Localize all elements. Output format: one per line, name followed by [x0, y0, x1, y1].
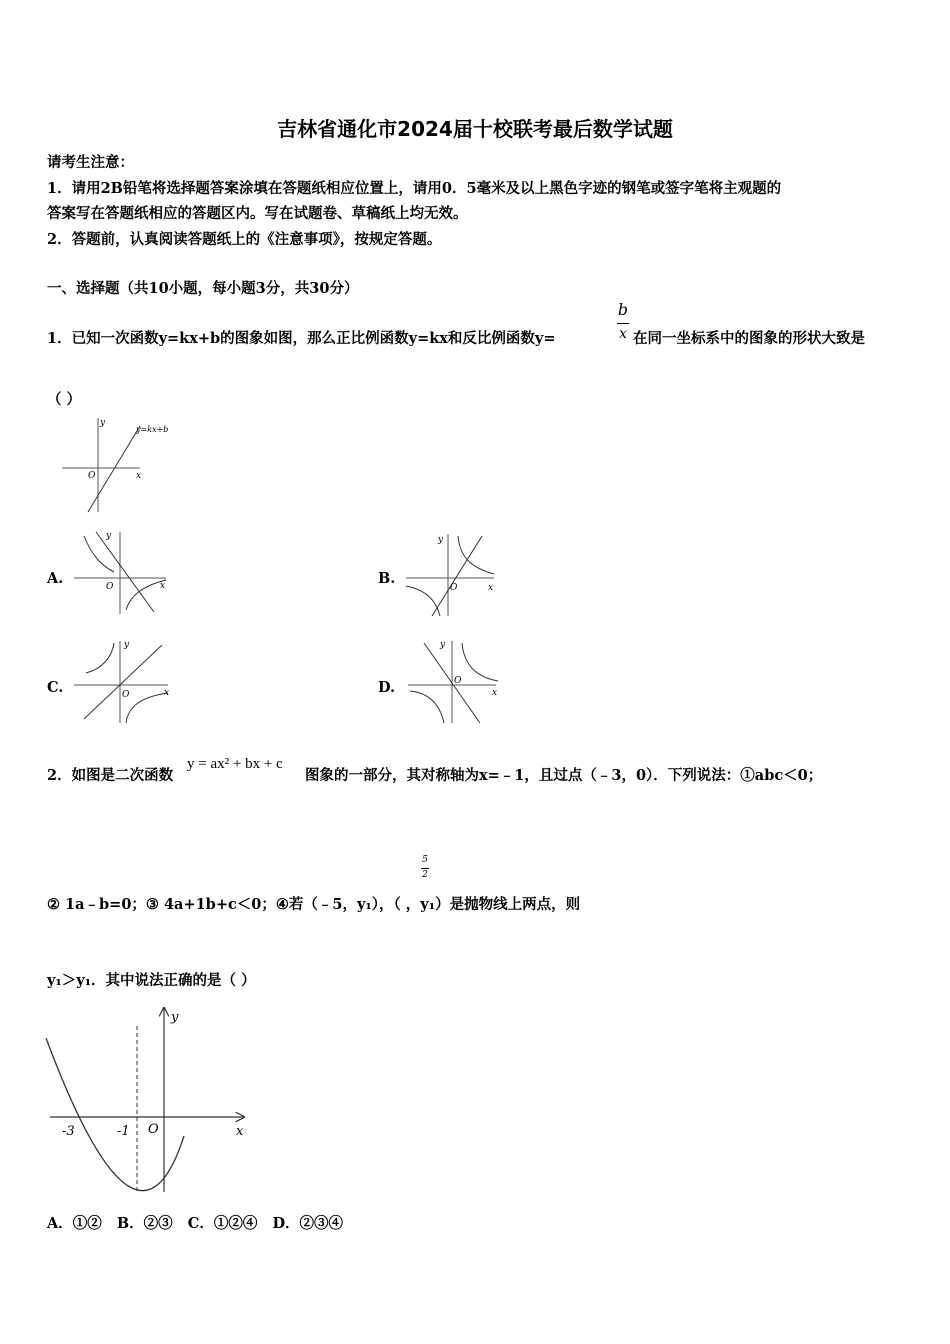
option-b-label[interactable]: B. — [378, 570, 396, 587]
option-a-label[interactable]: A. — [47, 570, 64, 587]
label-neg1: -1 — [117, 1124, 130, 1139]
graph-equation-label: y=kx+b — [136, 425, 169, 434]
q1-fraction-bar — [617, 323, 629, 324]
y-axis-label: y — [440, 640, 446, 650]
origin-label: O — [122, 690, 130, 700]
q2-parabola-graph — [40, 1002, 260, 1198]
q2-text-part1: 2．如图是二次函数 — [47, 767, 174, 784]
option-c-label[interactable]: C. — [47, 679, 64, 696]
option-b-graph[interactable] — [402, 530, 502, 620]
q1-fraction-numerator: b — [617, 300, 629, 319]
y-axis-label: y — [100, 418, 106, 428]
q1-answer-paren: （ ） — [47, 391, 82, 408]
x-axis-label: x — [236, 1124, 244, 1139]
y-axis-label: y — [171, 1010, 179, 1025]
notice-item1-line2: 答案写在答题纸相应的答题区内。写在试题卷、草稿纸上均无效。 — [47, 205, 468, 222]
q2-text-part2: 图象的一部分，其对称轴为x=﹣1，且过点（﹣3，0）．下列说法：①abc＜0； — [305, 767, 823, 784]
origin-label: O — [450, 583, 458, 593]
page-title: 吉林省通化市2024届十校联考最后数学试题 — [277, 117, 673, 141]
option-d-graph[interactable] — [404, 635, 504, 727]
q2-question-line: y₁＞y₁．其中说法正确的是（ ） — [47, 972, 256, 989]
notice-item2: 2．答题前，认真阅读答题纸上的《注意事项》，按规定答题。 — [47, 231, 442, 248]
x-axis-label: x — [164, 688, 170, 698]
option-a-graph[interactable] — [74, 526, 174, 616]
option-c-graph[interactable] — [72, 635, 176, 727]
q2-statement-line: ② 1a﹣b=0；③ 4a+1b+c＜0；④若（﹣5，y₁），（ ，y₁）是抛物线上两点，则 — [47, 896, 581, 913]
section-heading: 一、选择题（共10小题，每小题3分，共30分） — [47, 280, 359, 297]
y-axis-label: y — [106, 531, 112, 541]
x-axis-label: x — [488, 583, 494, 593]
origin-label: O — [88, 471, 96, 481]
origin-label: O — [106, 582, 114, 592]
origin-label: O — [454, 676, 462, 686]
q2-fraction-numerator: 5 — [422, 855, 428, 865]
x-axis-label: x — [136, 471, 142, 481]
q1-text-part2: 在同一坐标系中的图象的形状大致是 — [633, 330, 865, 347]
x-axis-label: x — [160, 581, 166, 591]
q2-fraction-denominator: 2 — [422, 870, 428, 880]
option-d-label[interactable]: D. — [378, 679, 396, 696]
y-axis-label: y — [438, 535, 444, 545]
y-axis-label: y — [124, 640, 130, 650]
origin-label: O — [148, 1122, 159, 1137]
parabola-curve — [46, 1038, 184, 1191]
q1-text-part1: 1．已知一次函数y=kx+b的图象如图，那么正比例函数y=kx和反比例函数y= — [47, 330, 556, 347]
q2-answer-options[interactable]: A．①② B．②③ C．①②④ D．②③④ — [47, 1215, 344, 1232]
q2-formula: y = ax² + bx + c — [187, 756, 283, 772]
line-kx-plus-b — [88, 426, 140, 512]
x-axis-label: x — [492, 688, 498, 698]
label-neg3: -3 — [62, 1124, 75, 1139]
q1-linear-graph — [60, 412, 180, 514]
q2-fraction-bar — [421, 868, 429, 869]
q1-fraction-denominator: x — [619, 326, 627, 342]
notice-item1-line1: 1．请用2B铅笔将选择题答案涂填在答题纸相应位置上，请用0．5毫米及以上黑色字迹的钢笔或签字笔将主观题的 — [47, 180, 782, 197]
notice-heading: 请考生注意： — [47, 154, 134, 171]
